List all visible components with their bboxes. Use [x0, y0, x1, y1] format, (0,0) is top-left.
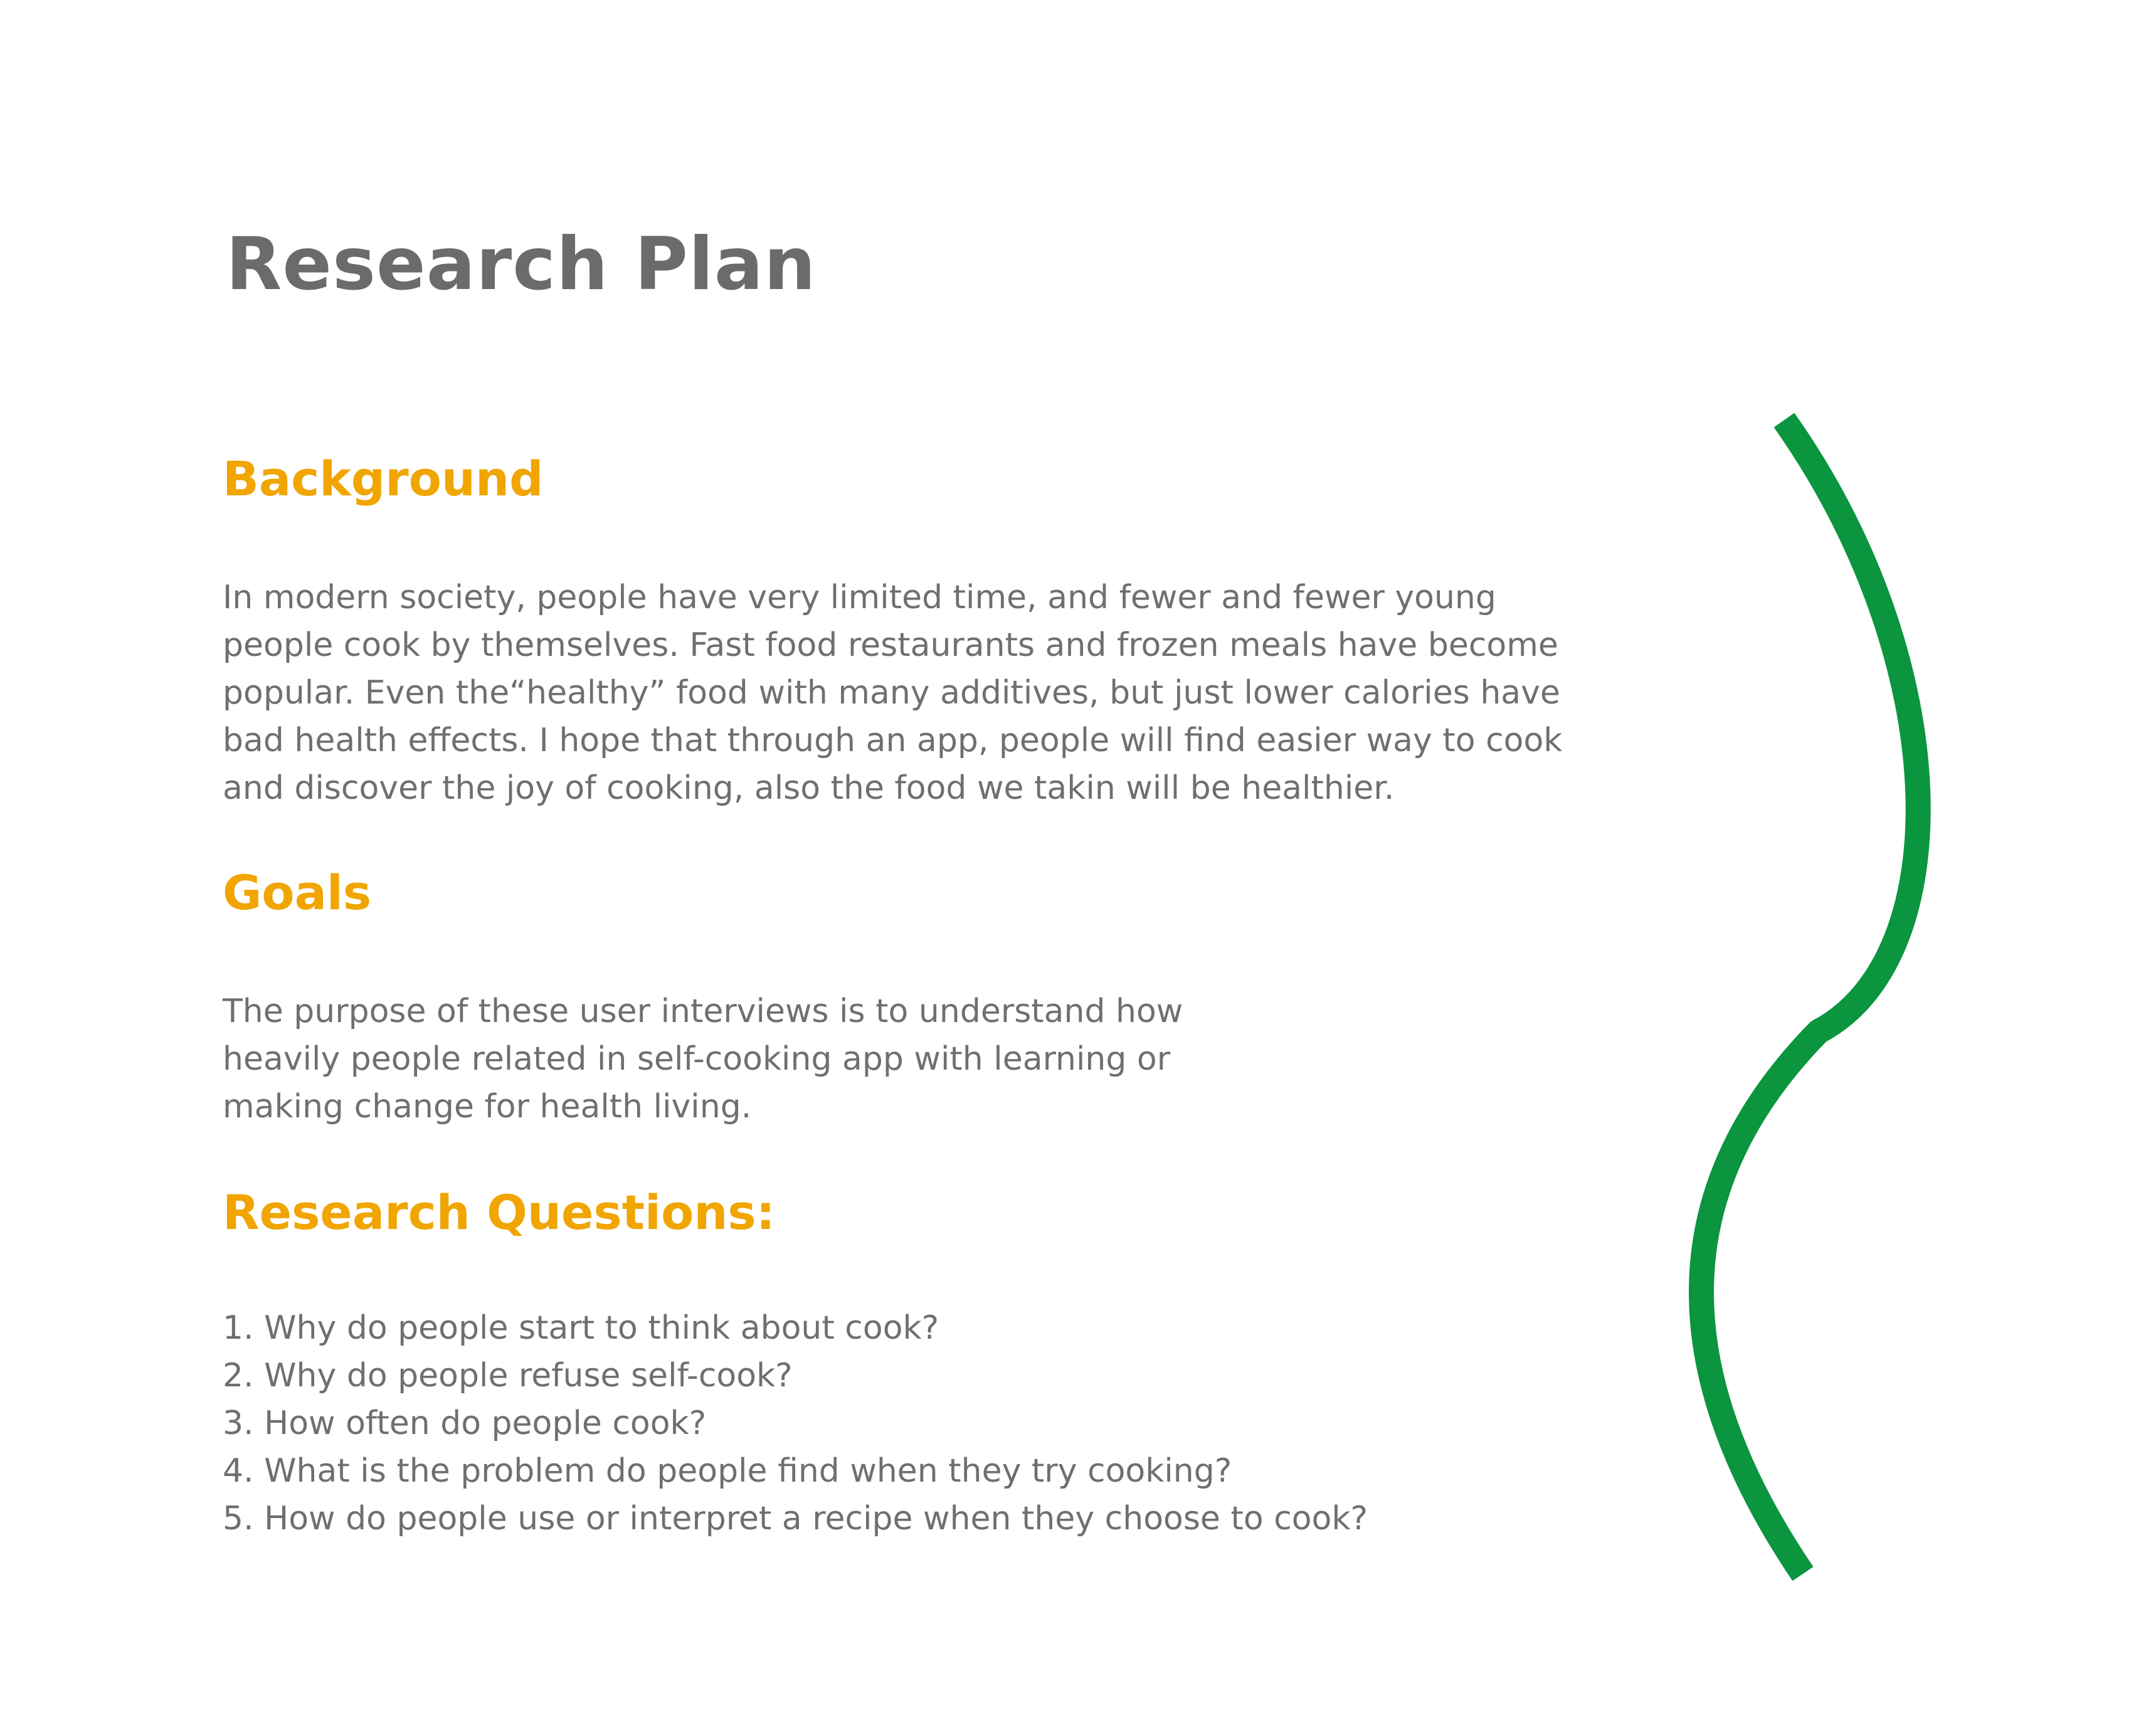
research-question-item: 4. What is the problem do people find when they try cooking? [223, 1452, 1232, 1490]
research-questions-list [223, 1304, 1368, 1543]
goals-heading: Goals [223, 865, 372, 920]
research-question-item: 5. How do people use or interpret a recipe when they choose to cook? [223, 1500, 1368, 1537]
research-question-item: 2. Why do people refuse self-cook? [223, 1357, 793, 1395]
background-line: people cook by themselves. Fast food restaurants and frozen meals have become [223, 626, 1558, 664]
wavy-line-icon [1630, 401, 1982, 1593]
background-heading: Background [223, 451, 544, 507]
goals-line: The purpose of these user interviews is to understand how [223, 993, 1183, 1030]
background-line: and discover the joy of cooking, also the food we takin will be healthier. [223, 769, 1395, 807]
background-line: bad health effects. I hope that through an app, people will find easier way to cook [223, 722, 1563, 759]
goals-paragraph [223, 988, 1183, 1131]
goals-line: heavily people related in self-cooking app with learning or [223, 1040, 1171, 1078]
research-questions-heading: Research Questions: [223, 1184, 776, 1240]
page-title: Research Plan [226, 222, 816, 307]
background-paragraph [223, 574, 1562, 812]
goals-line: making change for health living. [223, 1088, 752, 1126]
background-line: In modern society, people have very limited time, and fewer and fewer young [223, 579, 1496, 616]
research-question-item: 3. How often do people cook? [223, 1405, 707, 1442]
research-question-item: 1. Why do people start to think about cook? [223, 1309, 939, 1347]
background-line: popular. Even the“healthy” food with many additives, but just lower calories have [223, 674, 1560, 712]
